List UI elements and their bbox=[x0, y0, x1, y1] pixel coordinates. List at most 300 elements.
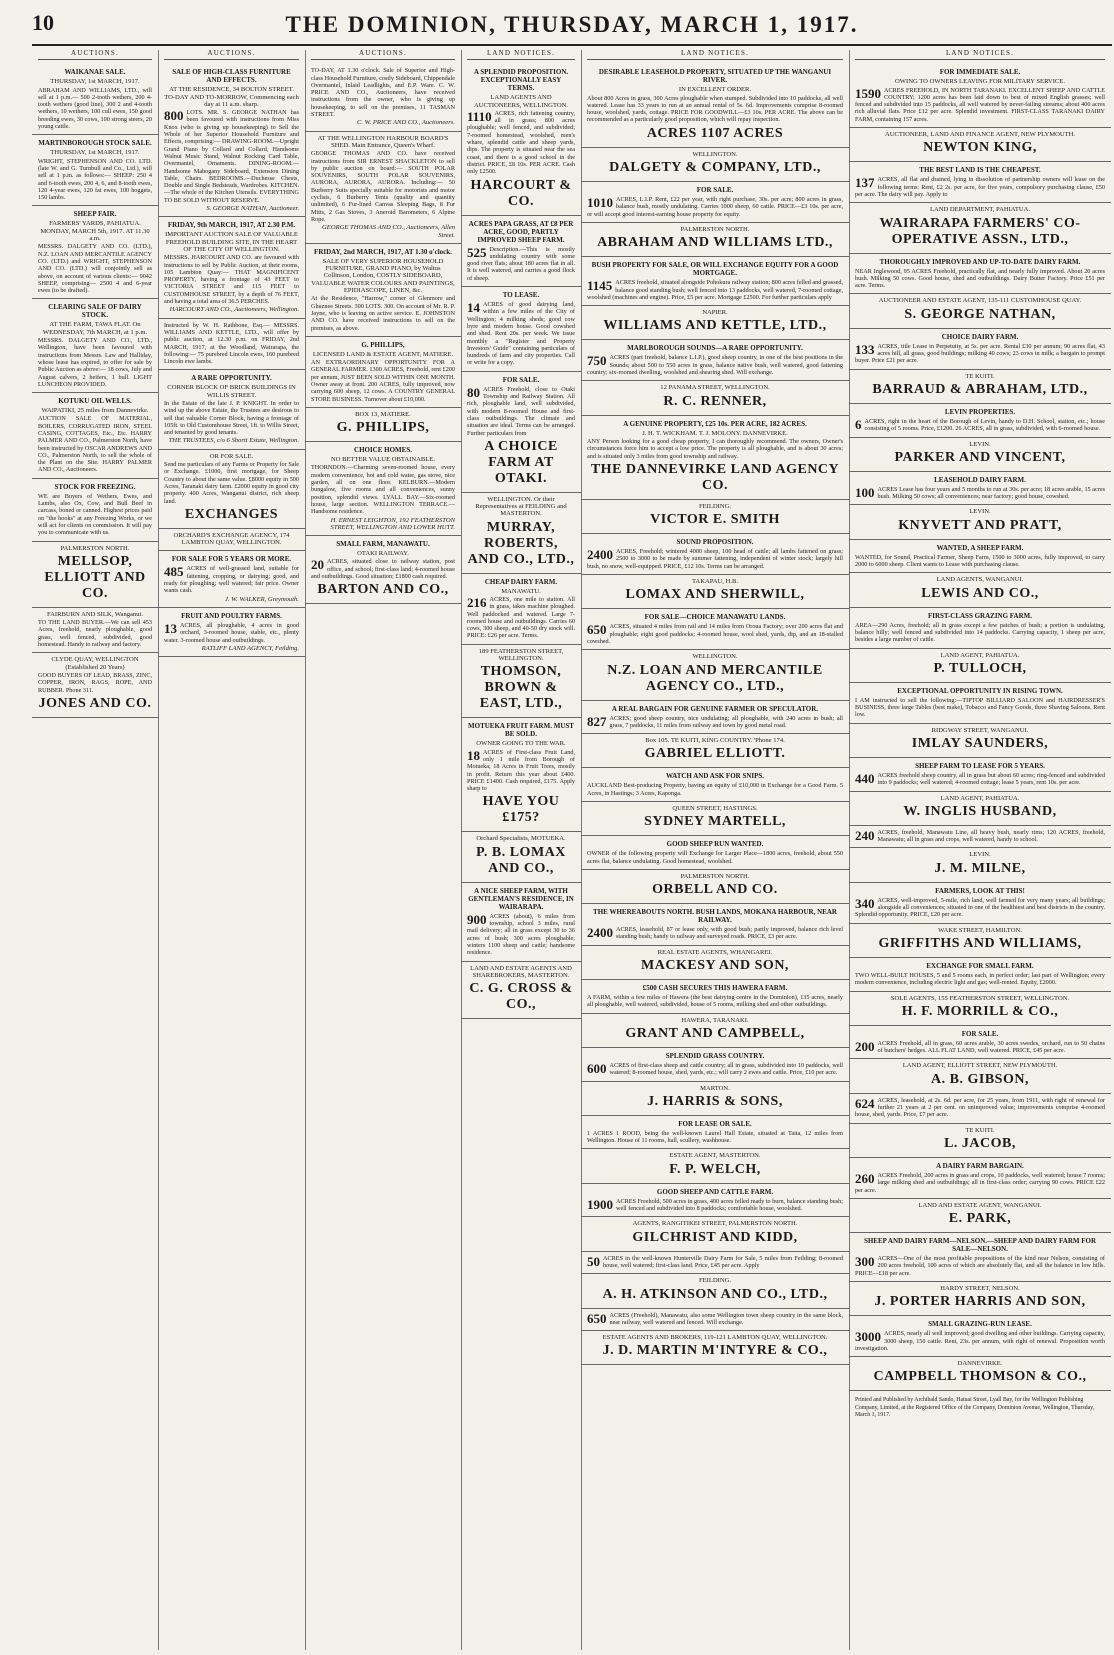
advertisement bbox=[581, 223, 849, 257]
advertiser-name: MACKESY AND SON, bbox=[641, 958, 789, 974]
acreage-figure: 216 bbox=[467, 594, 487, 610]
acreage-figure: 14 bbox=[467, 300, 480, 316]
advertisement bbox=[849, 649, 1111, 683]
advertisement bbox=[581, 1217, 849, 1251]
column-4 bbox=[461, 50, 582, 1650]
advertiser-name: GRANT AND CAMPBELL, bbox=[625, 1025, 805, 1041]
advertiser-name: C. G. CROSS & CO., bbox=[469, 981, 573, 1013]
ad-heading: TO LEASE. bbox=[502, 291, 540, 300]
advertisement bbox=[581, 980, 849, 1014]
ad-body: 485 ACRES of well-grassed land, suitable for fattening, cropping, or dairying; good, and ready for ploughing; well watered; fair price. Owner wants cash. bbox=[164, 564, 299, 595]
advertisement bbox=[849, 472, 1111, 506]
advertiser-name: BARRAUD & ABRAHAM, LTD., bbox=[872, 381, 1088, 397]
ad-heading: MARLBOROUGH SOUNDS—A RARE OPPORTUNITY. bbox=[627, 344, 803, 353]
ad-subheading: AT THE WELLINGTON HARBOUR BOARD'S SHED. Main Entrance, Queen's Wharf. bbox=[317, 134, 449, 149]
advertiser-name: THE DANNEVIRKE LAND AGENCY CO. bbox=[590, 461, 840, 493]
advertiser-name: P. TULLOCH, bbox=[933, 660, 1027, 676]
advertiser-name: DALGETY & COMPANY, LTD., bbox=[609, 160, 821, 176]
ad-subheading: AT THE FARM, TAWA FLAT. On WEDNESDAY, 7th MARCH, at 1 p.m. bbox=[42, 321, 148, 336]
advertisement bbox=[849, 128, 1111, 162]
acreage-figure: 18 bbox=[467, 747, 480, 763]
advertiser-name: J. HARRIS & SONS, bbox=[647, 1093, 783, 1109]
advertisement bbox=[849, 329, 1111, 370]
ad-subheading: CORNER BLOCK OF BRICK BUILDINGS IN WILLIS STREET. bbox=[167, 384, 296, 399]
advertiser-name: HAVE YOU £175? bbox=[482, 794, 560, 826]
ad-heading: A REAL BARGAIN FOR GENUINE FARMER OR SPECULATOR. bbox=[611, 704, 819, 713]
ad-subheading: TE KUITI. bbox=[965, 1126, 995, 1134]
ad-body: AN EXTRAORDINARY OPPORTUNITY FOR A GENERAL FARMER. 1300 ACRES, Freehold, rent £200 per annum, JUST BEEN SOLD WITHIN ONE MONTH. Owner away at front. 200 ACRES, fully improved, now carrying 600 sheep, 12 cows. A COUNTRY GENERAL STORE BUSINESS. Turnover about £10,000. bbox=[311, 359, 455, 403]
advertisement bbox=[581, 1274, 849, 1308]
advertisement bbox=[32, 653, 158, 717]
advertiser-name: BARTON AND CO., bbox=[317, 582, 449, 598]
advertisement bbox=[461, 645, 581, 719]
ad-body: 1900 ACRES Freehold, 500 acres in grass, 400 acres felled ready to burn, balance standing bush; well fenced and subdivided into 8 paddocks; comfortable house, woolshed. bbox=[587, 1196, 843, 1213]
ad-subheading: ESTATE AGENT, MASTERTON. bbox=[669, 1152, 761, 1160]
advertisement bbox=[849, 254, 1111, 295]
advertiser-name: L. JACOB, bbox=[944, 1135, 1016, 1151]
ad-subheading: TAKAPAU, H.B. bbox=[691, 578, 739, 586]
column-heading: AUCTIONS. bbox=[311, 50, 455, 60]
ad-body: TWO WELL-BUILT HOUSES, 5 and 5 rooms each, in perfect order; last part of Wellington; every modern convenience, including electric light and gas; well-rented. Equity, £2000. bbox=[855, 971, 1105, 987]
ad-subheading: LAND AND ESTATE AGENT, WANGANUI. bbox=[918, 1201, 1042, 1209]
advertiser-name: A CHOICE FARM AT OTAKI. bbox=[484, 438, 558, 486]
advertisement bbox=[849, 848, 1111, 882]
ad-body: 3000 ACRES, nearly all well improved; good dwelling and other buildings. Carrying capacity, 3000 sheep, 150 cattle. Rent, 23s. per annum, with right of renewal. Proposition worth investigation. bbox=[855, 1329, 1105, 1352]
advertisement bbox=[461, 574, 581, 645]
advertiser-name: ACRES 1107 ACRES bbox=[646, 125, 784, 141]
advertisement bbox=[849, 1357, 1111, 1391]
ad-body: 1 ACRES 1 ROOD, being the well-known Laurel Hall Estate, situated at Taita, 12 miles from Wellington. House of 11 rooms, hall, scullery, washhouse. bbox=[587, 1129, 843, 1145]
ad-subheading: FARMERS' YARDS, PAHIATUA. MONDAY, MARCH 5th, 1917. AT 11.30 a.m. bbox=[40, 220, 150, 243]
advertisement bbox=[849, 1094, 1111, 1124]
ad-heading: FRIDAY, 9th MARCH, 1917, AT 2.30 P.M. bbox=[167, 221, 296, 230]
ad-heading: CHEAP DAIRY FARM. bbox=[484, 577, 558, 586]
ad-body: 50 ACRES in the well-known Hunterville Dairy Farm for Sale, 5 miles from Feilding; 8-roomed house, well watered; first-class land. Price, £45 per acre. Apply bbox=[587, 1253, 843, 1269]
advertisement bbox=[849, 1233, 1111, 1282]
ad-subheading: OWNER GOING TO THE WAR. bbox=[476, 740, 566, 748]
ad-heading: FOR IMMEDIATE SALE. bbox=[939, 68, 1021, 77]
ad-subheading: THURSDAY, 1st MARCH, 1917. bbox=[50, 78, 140, 86]
ad-body: 525 Description.—This is mostly undulating country with some good river flats; about 180 acres flat in all. It is well watered, and carries a good flock of sheep. bbox=[467, 244, 575, 282]
column-5 bbox=[581, 50, 850, 1650]
advertisement bbox=[305, 244, 461, 337]
advertisement bbox=[849, 64, 1111, 128]
ad-body: About 800 Acres in grass, 300 Acres ploughable when stumped. Subdivided into 10 paddocks, all well watered. Lease has 33 years to run at an annual rental of 5s. 6d. Improvements comprise 8-roomed house, woolshed, yards, cottage. PRICE FOR GOODWILL—£3 10s. PER ACRE. The above can be recommended as a particularly good proposition, which will repay inspection. bbox=[587, 94, 843, 124]
advertisement bbox=[849, 1316, 1111, 1357]
ad-subheading: RIDGWAY STREET, WANGANUI. bbox=[931, 726, 1029, 734]
acreage-figure: 827 bbox=[587, 713, 607, 729]
advertisement bbox=[849, 924, 1111, 958]
advertiser-name: GILCHRIST AND KIDD, bbox=[632, 1229, 798, 1245]
ad-subheading: PALMERSTON NORTH. bbox=[60, 544, 130, 552]
advertiser-name: KNYVETT AND PRATT, bbox=[898, 517, 1062, 533]
ad-signature: S. GEORGE NATHAN, Auctioneer. bbox=[206, 205, 299, 213]
ad-body: 18 ACRES of First-class Fruit Land, only 1 mile from Borough of Motueka; 18 Acres in Fruit Trees, mostly in profit. Return this year about £400. PRICE £1400. Cash required, £175. Apply sharp to bbox=[467, 747, 575, 793]
advertisement bbox=[849, 724, 1111, 758]
ad-heading: THOROUGHLY IMPROVED AND UP-TO-DATE DAIRY FARM. bbox=[879, 257, 1081, 266]
acreage-figure: 1145 bbox=[587, 278, 613, 294]
ad-heading: DESIRABLE LEASEHOLD PROPERTY, SITUATED UP THE WANGANUI RIVER. bbox=[598, 68, 832, 85]
advertiser-name: E. PARK, bbox=[948, 1211, 1012, 1227]
ad-body: ABRAHAM AND WILLIAMS, LTD., will sell at 1 p.m.— 500 2-tooth wethers, 200 4-tooth wethers (good line), 300 2 and 4-tooth wethers, 10 wethers, 100 cull ewes, 150 good breeding ewes, 30 cows, 100 strong steers, 20 young cattle. bbox=[38, 86, 152, 131]
advertiser-name: W. INGLIS HUSBAND, bbox=[903, 803, 1057, 819]
advertisement bbox=[32, 206, 158, 299]
advertisement bbox=[849, 826, 1111, 849]
acreage-figure: 525 bbox=[467, 244, 487, 260]
acreage-figure: 800 bbox=[164, 108, 184, 124]
ad-subheading: LICENSED LAND & ESTATE AGENT, MATIERE. bbox=[312, 350, 454, 358]
advertisement bbox=[849, 294, 1111, 328]
advertisement bbox=[849, 404, 1111, 438]
advertisement bbox=[581, 257, 849, 306]
ad-body: 1110 ACRES, rich fattening country, all in grass; 800 acres ploughable; well fenced, and subdivided; 7-roomed homestead, woolshed, men's whare, splendid cattle and sheep yards, dips. The property is situated near the sea coast, and there is a good school in the district. PRICE, £8 10s. PER ACRE. Cash only £2500. bbox=[467, 108, 575, 176]
advertisement bbox=[461, 372, 581, 493]
ad-heading: MARTINBOROUGH STOCK SALE. bbox=[38, 139, 152, 148]
advertisement bbox=[581, 182, 849, 223]
ad-heading: SHEEP FAIR. bbox=[73, 210, 117, 219]
advertisement bbox=[581, 1149, 849, 1183]
advertiser-name: NEWTON KING, bbox=[923, 140, 1037, 156]
ad-body: 1010 ACRES, L.I.P. Rent, £22 per year, with right purchase, 30s. per acre; 800 acres in grass, balance bush, mostly undulating. Carries 1000 sheep, 60 cattle. PRICE—£3 10s. per acre, or will accept good interest-earning house property for equity. bbox=[587, 195, 843, 218]
column-6 bbox=[849, 50, 1111, 1650]
ad-body: At the Residence, "Harrow," corner of Glenmore and Ghuznee Streets. 300 LOTS. 300. On account of Mr. R. P. Jayne, who is leaving on active service. E. JOHNSTON AND CO. have received instructions to sell on the premises, as above. bbox=[311, 295, 455, 332]
advertisement bbox=[158, 370, 305, 449]
ad-subheading: AGENTS, RANGITIKEI STREET, PALMERSTON NORTH. bbox=[632, 1220, 798, 1228]
advertisement bbox=[305, 337, 461, 408]
advertisement bbox=[581, 340, 849, 381]
newspaper-title: THE DOMINION, THURSDAY, MARCH 1, 1917. bbox=[285, 12, 859, 37]
acreage-figure: 340 bbox=[855, 895, 875, 911]
advertisement bbox=[849, 792, 1111, 826]
advertiser-name: GRIFFITHS AND WILLIAMS, bbox=[878, 935, 1082, 951]
acreage-figure: 200 bbox=[855, 1038, 875, 1054]
acreage-figure: 624 bbox=[855, 1095, 875, 1111]
ad-body: MESSRS. DALGETY AND CO., LTD., Wellington, have been favoured with instructions from Messrs. Law and Halliday, whose lease has expired, to offer for sale by Public Auction as above:— 18 cows, July and August calvers, 2 heifers, 1 bull. LIGHT LUNCHEON PROVIDED. bbox=[38, 337, 152, 388]
advertisement bbox=[581, 701, 849, 735]
advertisement bbox=[581, 802, 849, 836]
ad-body: WRIGHT, STEPHENSON AND CO. LTD. (late W. and G. Turnbull and Co., Ltd.), will sell at 1 p.m. as follows:— SHEEP: 250 4 and 6-tooth ewes, 200 4, 6, and 8-tooth ewes, 120 4-year ewes, 120 fat ewes, 100 hoggets, 150 lambs. bbox=[38, 157, 152, 202]
advertisement bbox=[581, 1252, 849, 1275]
page-number: 10 bbox=[32, 10, 54, 35]
advertisement bbox=[581, 1116, 849, 1150]
ad-subheading: FEILDING. bbox=[698, 502, 732, 510]
ad-heading: LEASEHOLD DAIRY FARM. bbox=[934, 475, 1026, 484]
acreage-figure: 900 bbox=[467, 911, 487, 927]
ad-signature: H. ERNEST LEIGHTON, 192 FEATHERSTON STREET, WELLINGTON AND LOWER HUTT. bbox=[330, 516, 455, 531]
acreage-figure: 260 bbox=[855, 1170, 875, 1186]
advertisement bbox=[158, 319, 305, 371]
ad-heading: FRUIT AND POULTRY FARMS. bbox=[181, 611, 282, 620]
ad-heading: SHEEP AND DAIRY FARM—NELSON.—SHEEP AND DAIRY FARM FOR SALE—NELSON. bbox=[863, 1237, 1097, 1254]
ad-subheading: ORCHARD'S EXCHANGE AGENCY, 174 LAMBTON QUAY, WELLINGTON. bbox=[173, 531, 290, 547]
advertiser-name: ABRAHAM AND WILLIAMS LTD., bbox=[597, 235, 833, 251]
advertisement bbox=[849, 1199, 1111, 1233]
advertiser-name: F. P. WELCH, bbox=[669, 1161, 761, 1177]
ad-body: Send me particulars of any Farms or Property for Sale or Exchange. £1000, first mortgage, for Sheep Country to about the same value. £8000 equity in 500 Acres, Taranaki dairy farm. £2000 equity in good city property. 400 Acres, Wanganui district, rich sheep land. bbox=[164, 461, 299, 505]
advertisement bbox=[849, 203, 1111, 253]
ad-subheading: LAND AGENT, ELLIOTT STREET, NEW PLYMOUTH. bbox=[902, 1062, 1058, 1070]
ad-body: AUCKLAND Best-producing Property, having an equity of £10,000 in Exchange for a Good Farm. 5 Acres, in Hastings; 3 Acres, Kaponga. bbox=[587, 782, 843, 797]
advertisement bbox=[32, 608, 158, 653]
ad-subheading: ESTATE AGENTS AND BROKERS, 119-121 LAMBTON QUAY, WELLINGTON. bbox=[602, 1334, 828, 1342]
advertisement bbox=[581, 609, 849, 650]
ad-subheading: FAIRBURN AND SILK, Wanganui. bbox=[46, 610, 144, 618]
advertisement bbox=[581, 148, 849, 182]
ad-subheading: 189 FEATHERSTON STREET, WELLINGTON. bbox=[478, 647, 564, 663]
advertisement bbox=[849, 1059, 1111, 1093]
ad-heading: GOOD SHEEP AND CATTLE FARM. bbox=[656, 1187, 774, 1196]
advertisement bbox=[849, 683, 1111, 724]
ad-signature: THE TRUSTEES, c/o 6 Shortt Estate, Wellington. bbox=[168, 437, 299, 445]
advertiser-name: WILLIAMS AND KETTLE, LTD., bbox=[603, 318, 827, 334]
advertiser-name: MELLSOP, ELLIOTT AND CO. bbox=[44, 553, 146, 601]
advertisement bbox=[305, 132, 461, 244]
ad-subheading: CLYDE QUAY, WELLINGTON (Established 20 Years) bbox=[51, 656, 139, 671]
acreage-figure: 6 bbox=[855, 416, 862, 432]
advertiser-name: IMLAY SAUNDERS, bbox=[911, 735, 1049, 751]
ad-heading: SOUND PROPOSITION. bbox=[676, 538, 754, 547]
advertiser-name: J. D. MARTIN M'INTYRE & CO., bbox=[602, 1343, 828, 1359]
column-1 bbox=[32, 50, 159, 1650]
ad-body: 137 ACRES, all flat and drained, lying in dissolution of partnership owners will lease on the following terms: Rent, £2 2s. per acre, for five years, compulsory purchasing clause, £50 per acre. The dairy will pay. Apply to bbox=[855, 175, 1105, 198]
advertisement bbox=[32, 479, 158, 542]
ad-heading: FOR SALE. bbox=[961, 1029, 999, 1038]
advertisement bbox=[849, 438, 1111, 472]
ad-subheading: LAND AGENTS AND AUCTIONEERS, WELLINGTON. bbox=[473, 94, 569, 109]
column-heading: AUCTIONS. bbox=[164, 50, 299, 60]
advertisement bbox=[158, 64, 305, 217]
advertisement bbox=[849, 1124, 1111, 1158]
advertiser-name: N.Z. LOAN AND MERCANTILE AGENCY CO., LTD., bbox=[607, 662, 823, 694]
ad-subheading: LEVIN. bbox=[969, 851, 991, 859]
advertisement bbox=[32, 135, 158, 206]
ad-subheading: J. H. T. WICKHAM. T. J. MOLONY. DANNEVIRKE. bbox=[642, 429, 788, 437]
ad-heading: SMALL GRAZING-RUN LEASE. bbox=[928, 1320, 1032, 1329]
advertisement bbox=[581, 946, 849, 980]
advertisement bbox=[849, 883, 1111, 924]
column-3 bbox=[305, 50, 462, 1650]
advertisement bbox=[581, 306, 849, 340]
ad-subheading: WAIPATIKI, 25 miles from Dannevirke. bbox=[41, 407, 149, 415]
ad-body: In the Estate of the late J. P. KNIGHT. In order to wind up the above Estate, the Trustees are desirous to sell that valuable Corner Block, having a frontage of 105ft. to Old Customhouse Street, 1ft. to Willis Street, and tenanted by good tenants. bbox=[164, 399, 299, 437]
ad-subheading: MANAWATU. bbox=[501, 587, 541, 595]
advertisement bbox=[849, 1282, 1111, 1316]
ad-heading: STOCK FOR FREEZING. bbox=[54, 482, 136, 491]
advertisement bbox=[158, 450, 305, 529]
acreage-figure: 1590 bbox=[855, 85, 881, 101]
ad-heading: FARMERS, LOOK AT THIS! bbox=[935, 886, 1025, 895]
advertiser-name: VICTOR E. SMITH bbox=[650, 512, 780, 528]
ad-heading: MOTUEKA FRUIT FARM. MUST BE SOLD. bbox=[468, 722, 574, 739]
ad-body: 650 ACRES (Freehold), Manawatu, also some Wellington town sheep country in the same block, near railway, well watered and fenced. Will exchange. bbox=[587, 1310, 843, 1326]
ad-heading: FOR SALE. bbox=[502, 375, 540, 384]
advertisement bbox=[581, 1184, 849, 1218]
ad-subheading: FEILDING. bbox=[698, 1277, 732, 1285]
advertiser-name: S. GEORGE NATHAN, bbox=[904, 306, 1056, 322]
advertiser-name: J. PORTER HARRIS AND SON, bbox=[874, 1294, 1086, 1310]
ad-subheading: PALMERSTON NORTH. bbox=[680, 225, 750, 233]
ad-body: 624 ACRES, leasehold, at 2s. 6d. per acre, for 25 years, from 1911, with right of renewal for further 21 years at 2 per cent. on unimproved value; improvements comprise 4-roomed house, shed, yards. Price, £7 per acre. bbox=[855, 1095, 1105, 1119]
ad-subheading: SALE OF VERY SUPERIOR HOUSEHOLD FURNITURE, GRAND PIANO, by Waltus Collinson, London, COSTLY SIDEBOARD, VALUABLE WATER COLOURS AND PAINTINGS, EPIDIASCOPE, LINEN, &c. bbox=[311, 257, 455, 295]
ad-subheading: Orchard Specialists, MOTUEKA. bbox=[476, 835, 566, 843]
advertisement bbox=[581, 768, 849, 802]
advertisement bbox=[461, 718, 581, 832]
advertisement bbox=[32, 64, 158, 135]
ad-body: 14 ACRES of good dairying land, within a few miles of the City of Wellington; 4 milking sheds; good cow byre and modern house. Good cowshed and shed. Rent 20s. per week. We issue monthly a "Register and Property Investors' Guide" containing particulars of hundreds of farm and city properties. Call or write for a copy. bbox=[467, 300, 575, 367]
advertisement bbox=[581, 1309, 849, 1332]
acreage-figure: 485 bbox=[164, 564, 184, 580]
ad-heading: A SPLENDID PROPOSITION. EXCEPTIONALLY EASY TERMS. bbox=[473, 68, 569, 93]
advertisement bbox=[158, 551, 305, 607]
ad-heading: SALE OF HIGH-CLASS FURNITURE AND EFFECTS. bbox=[172, 68, 291, 85]
advertiser-name: WAIRARAPA FARMERS' CO-OPERATIVE ASSN., LTD., bbox=[879, 215, 1081, 247]
ad-heading: BUSH PROPERTY FOR SALE, OR WILL EXCHANGE EQUITY FOR A GOOD MORTGAGE. bbox=[591, 261, 839, 278]
advertisement bbox=[849, 370, 1111, 404]
ad-subheading: LEVIN. bbox=[969, 508, 991, 516]
ad-body: TO THE LAND BUYER.—We can sell 453 Acres, freehold, nearly ploughable, good grass, well fenced, subdivided, good homestead. Handy to railway and factory. bbox=[38, 619, 152, 649]
acreage-figure: 3000 bbox=[855, 1329, 881, 1345]
ad-body: 100 ACRES Lease has four years and 5 months to run at 30s. per acre; 18 acres arable, 15 acres bush. Milking 50 cows; all conveniences; near factory; good house, cowshed. bbox=[855, 484, 1105, 501]
acreage-figure: 300 bbox=[855, 1254, 875, 1270]
advertiser-name: LEWIS AND CO., bbox=[921, 585, 1039, 601]
ad-body: 6 ACRES, right in the heart of the Borough of Levin, handy to D.H. School, station, etc.; house consisting of 5 rooms. Price, £1200. 26 ACRES, all in grass, subdivided, with 6-roomed house. bbox=[855, 416, 1105, 433]
advertisement bbox=[305, 536, 461, 604]
ad-subheading: HARDY STREET, NELSON. bbox=[940, 1285, 1020, 1292]
ad-heading: SPLENDID GRASS COUNTRY. bbox=[665, 1051, 765, 1060]
advertiser-name: HARCOURT & CO. bbox=[470, 177, 572, 209]
ad-heading: EXCHANGE FOR SMALL FARM. bbox=[926, 961, 1034, 970]
advertisement bbox=[461, 216, 581, 287]
ad-body: 900 ACRES (about), 6 miles from township, school 3 miles, rural mail delivery; all in grass except 30 to 36 acres of bush; 300 acres ploughable; winters 1100 sheep and cattle; handsome residence. bbox=[467, 911, 575, 957]
ad-subheading: REAL ESTATE AGENTS, WHANGAREI. bbox=[657, 948, 773, 956]
ad-body: AREA—290 Acres, freehold; all in grass except a few patches of bush; a portion is undulating, balance hilly; well fenced and subdivided into 14 paddocks. Carrying capacity, 1 sheep per acre, besides a large number of cattle. bbox=[855, 621, 1105, 644]
ad-body: TO-DAY, AT 1.30 o'clock. Sale of Superior and High-class Household Furniture, costly Sideboard, Chippendale Overmantel, Inlaid Leadlights, and E.P. Ware. C. W. PRICE AND CO., Auctioneers, have received instructions from the owner, who is giving up housekeeping, to sell on the premises, 11 TASMAN STREET. bbox=[311, 67, 455, 119]
column-heading: LAND NOTICES. bbox=[855, 50, 1105, 60]
advertisement bbox=[581, 870, 849, 904]
advertisement bbox=[849, 758, 1111, 792]
acreage-figure: 750 bbox=[587, 353, 607, 369]
ad-subheading: AUCTIONEER AND ESTATE AGENT, 135-111 CUSTOMHOUSE QUAY. bbox=[878, 297, 1082, 305]
ad-signature: J. W. WALKER, Greymouth. bbox=[225, 595, 299, 603]
acreage-figure: 650 bbox=[587, 622, 607, 638]
advertiser-name: THOMSON, BROWN & EAST, LTD., bbox=[479, 664, 563, 712]
ad-subheading: IMPORTANT AUCTION SALE OF VALUABLE FREEHOLD BUILDING SITE, IN THE HEART OF THE CITY OF WELLINGTON. bbox=[165, 231, 298, 253]
acreage-figure: 100 bbox=[855, 484, 875, 500]
ad-subheading: LEVIN. bbox=[969, 440, 991, 448]
advertisement bbox=[849, 608, 1111, 649]
acreage-figure: 1110 bbox=[467, 108, 492, 124]
advertisement bbox=[32, 393, 158, 479]
advertisement bbox=[461, 832, 581, 882]
ad-heading: FOR SALE FOR 5 YEARS OR MORE. bbox=[171, 555, 292, 564]
ad-subheading: DANNEVIRKE. bbox=[957, 1360, 1003, 1368]
advertiser-name: R. C. RENNER, bbox=[663, 393, 767, 409]
column-heading: LAND NOTICES. bbox=[467, 50, 575, 60]
acreage-figure: 1900 bbox=[587, 1196, 613, 1212]
advertisement bbox=[32, 299, 158, 393]
acreage-figure: 80 bbox=[467, 384, 480, 400]
advertiser-name: GABRIEL ELLIOTT. bbox=[644, 746, 786, 762]
ad-heading: A GENUINE PROPERTY, £25 10s. PER ACRE, 182 ACRES. bbox=[623, 419, 807, 428]
acreage-figure: 600 bbox=[587, 1060, 607, 1076]
ad-body: 20 ACRES, situated close to railway station, post office, and school; first-class land; 4-roomed house and outbuildings. Good situation; £1800 cash required. bbox=[311, 557, 455, 581]
advertiser-name: P. B. LOMAX AND CO., bbox=[476, 844, 566, 876]
ad-heading: GOOD SHEEP RUN WANTED. bbox=[666, 840, 764, 849]
advertiser-name: A. H. ATKINSON AND CO., LTD., bbox=[602, 1286, 828, 1302]
advertiser-name: A. B. GIBSON, bbox=[931, 1071, 1029, 1087]
advertisement bbox=[581, 650, 849, 700]
ad-body: NEAR Inglewood, 95 ACRES Freehold, practically flat, and nearly fully improved. About 20 acres bush. Milking 50 cows. Good house, shed and outbuildings. Dairy Butter Factory. Price £51 per acre. Terms. bbox=[855, 267, 1105, 290]
advertisement bbox=[461, 493, 581, 574]
ad-body: A FARM, within a few miles of Hawera (the best dairying centre in the Dominion), 135 acres, nearly all ploughable, well watered, subdivided, house of 5 rooms, milking shed and other outbuildings. bbox=[587, 994, 843, 1009]
ad-heading: CLEARING SALE OF DAIRY STOCK. bbox=[48, 303, 142, 320]
advertisement bbox=[581, 1014, 849, 1048]
ad-body: 2400 ACRES, leasehold, 87 or lease only, with good bush; partly improved, balance rich level standing bush; handy to railway and surveyed roads. PRICE, £3 per acre. bbox=[587, 925, 843, 941]
advertiser-name: MURRAY, ROBERTS, AND CO., LTD., bbox=[467, 519, 575, 567]
advertisement bbox=[305, 64, 461, 131]
ad-heading: WAIKANAE SALE. bbox=[64, 68, 126, 77]
ad-subheading: 12 PANAMA STREET, WELLINGTON. bbox=[660, 384, 770, 392]
ad-heading: WANTED, A SHEEP FARM. bbox=[936, 543, 1024, 552]
ad-subheading: BOX 13, MATIERE. bbox=[355, 410, 411, 418]
acreage-figure: 20 bbox=[311, 557, 324, 573]
advertisement bbox=[849, 992, 1111, 1026]
ad-subheading: LAND AGENTS, WANGANUI. bbox=[936, 576, 1024, 584]
ad-heading: FRIDAY, 2nd MARCH, 1917, AT 1.30 o'clock. bbox=[314, 247, 452, 256]
ad-signature: RATLIFF LAND AGENCY, Feilding. bbox=[201, 644, 299, 652]
advertiser-name: J. M. MILNE, bbox=[934, 860, 1026, 876]
ad-heading: SHEEP FARM TO LEASE FOR 5 YEARS. bbox=[915, 761, 1045, 770]
ad-subheading: NO BETTER VALUE OBTAINABLE. bbox=[331, 456, 435, 464]
ad-body: MESSRS. HARCOURT AND CO. are favoured with instructions to sell by Public Auction, at their rooms, 105 Lambton Quay:— THAT MAGNIFICENT PROPERTY, having a frontage of 43 FEET to VICTORIA STREET and 115 FEET to CUSTOMHOUSE STREET, by a depth of 76 FEET, and having a total area of 36.5 PERCHES. bbox=[164, 254, 299, 306]
ad-subheading: HAWERA, TARANAKI. bbox=[681, 1016, 749, 1024]
ad-body: 200 ACRES Freehold, all in grass, 60 acres arable, 30 acres swedes, orchard, run to 50 chains of butchers' hedges. ALL FLAT LAND, well watered. PRICE, £45 per acre. bbox=[855, 1038, 1105, 1055]
ad-heading: THE WHEREABOUTS NORTH. BUSH LANDS, MOKANA HARBOUR, NEAR RAILWAY. bbox=[593, 908, 837, 925]
advertisement bbox=[581, 416, 849, 500]
ad-heading: LEVIN PROPERTIES. bbox=[944, 407, 1016, 416]
advertisement bbox=[32, 542, 158, 608]
ad-subheading: WELLINGTON. bbox=[692, 150, 738, 158]
advertisement bbox=[849, 1026, 1111, 1060]
advertisement bbox=[849, 162, 1111, 203]
ad-heading: THE BEST LAND IS THE CHEAPEST. bbox=[919, 166, 1041, 175]
advertisement bbox=[158, 529, 305, 552]
printer-imprint: Printed and Published by Archibald Sando, Hatuai Street, Lyall Bay, for the Wellington Publishing Company, Limited, at the Registered Office of the Company, Dominion Avenue, Wellington, Thursday, March 1, 1917. bbox=[855, 1397, 1095, 1419]
ad-body: 133 ACRES, title Lease in Perpetuity, at 5s. per acre. Rental £30 per annum; 90 acres flat, 43 acres hill, all grass, good buildings; milking 40 cows; 23 cows in milk; a bargain to prompt buyer. Price £21 per acre. bbox=[855, 341, 1105, 365]
ad-body: 216 ACRES, one mile to station. All in grass, takes machine ploughed. Well paddocked and watered. Large 7-roomed house and outbuildings. Carries 60 cows, 300 sheep, and 40-50 dry stock will. PRICE: £26 per acre. Terms. bbox=[467, 594, 575, 640]
masthead bbox=[32, 8, 1112, 46]
ad-subheading: WELLINGTON. bbox=[692, 653, 738, 661]
advertisement bbox=[305, 408, 461, 442]
ad-body: 2400 ACRES, Freehold; wintered 4000 sheep, 100 head of cattle; all lambs fattened on grass; 2500 to 3000 to be made by summer fattening, independent of winter stock; largely hill bush, no snow, well-equipped. PRICE, £12 10s. Terms can be arranged. bbox=[587, 547, 843, 570]
ad-subheading: PALMERSTON NORTH. bbox=[680, 872, 750, 880]
advertiser-name: EXCHANGES bbox=[184, 506, 279, 522]
advertisement bbox=[461, 64, 581, 215]
acreage-figure: 2400 bbox=[587, 925, 613, 941]
acreage-figure: 13 bbox=[164, 620, 177, 636]
ad-signature: HARCOURT AND CO., Auctioneers, Wellington. bbox=[169, 306, 299, 314]
advertisement bbox=[581, 734, 849, 768]
ad-heading: SMALL FARM, MANAWATU. bbox=[336, 540, 430, 549]
advertisement bbox=[581, 1331, 849, 1365]
advertisement bbox=[461, 287, 581, 372]
ad-body: 827 ACRES; good sheep country, nice undulating; all ploughable, with 240 acres in bush; all grass, 7 paddocks, 11 miles from railway and town by good metal road. bbox=[587, 713, 843, 729]
advertisement bbox=[849, 573, 1111, 607]
ad-body: 340 ACRES, well-improved, 5-mile, rich land, well farmed for very many years; all buildings; alongside all conveniences; situated in one of the healthiest and best districts in the country. Splendid opportunity. PRICE, £20 per acre. bbox=[855, 895, 1105, 919]
ad-subheading: NAPIER. bbox=[702, 309, 728, 317]
ad-body: 600 ACRES of first-class sheep and cattle country; all in grass, subdivided into 10 paddocks, well watered; 8-roomed house, shed, yards, etc.; will carry 2 ewes and cattle. Price, £10 per acre. bbox=[587, 1060, 843, 1077]
ad-body: 80 ACRES Freehold, close to Otaki Township and Railway Station. All rich, ploughable land, well subdivided, with modern 8-roomed House and first-class outbuildings. The climate and situation are ideal. Terms can be arranged. Further particulars from bbox=[467, 384, 575, 437]
